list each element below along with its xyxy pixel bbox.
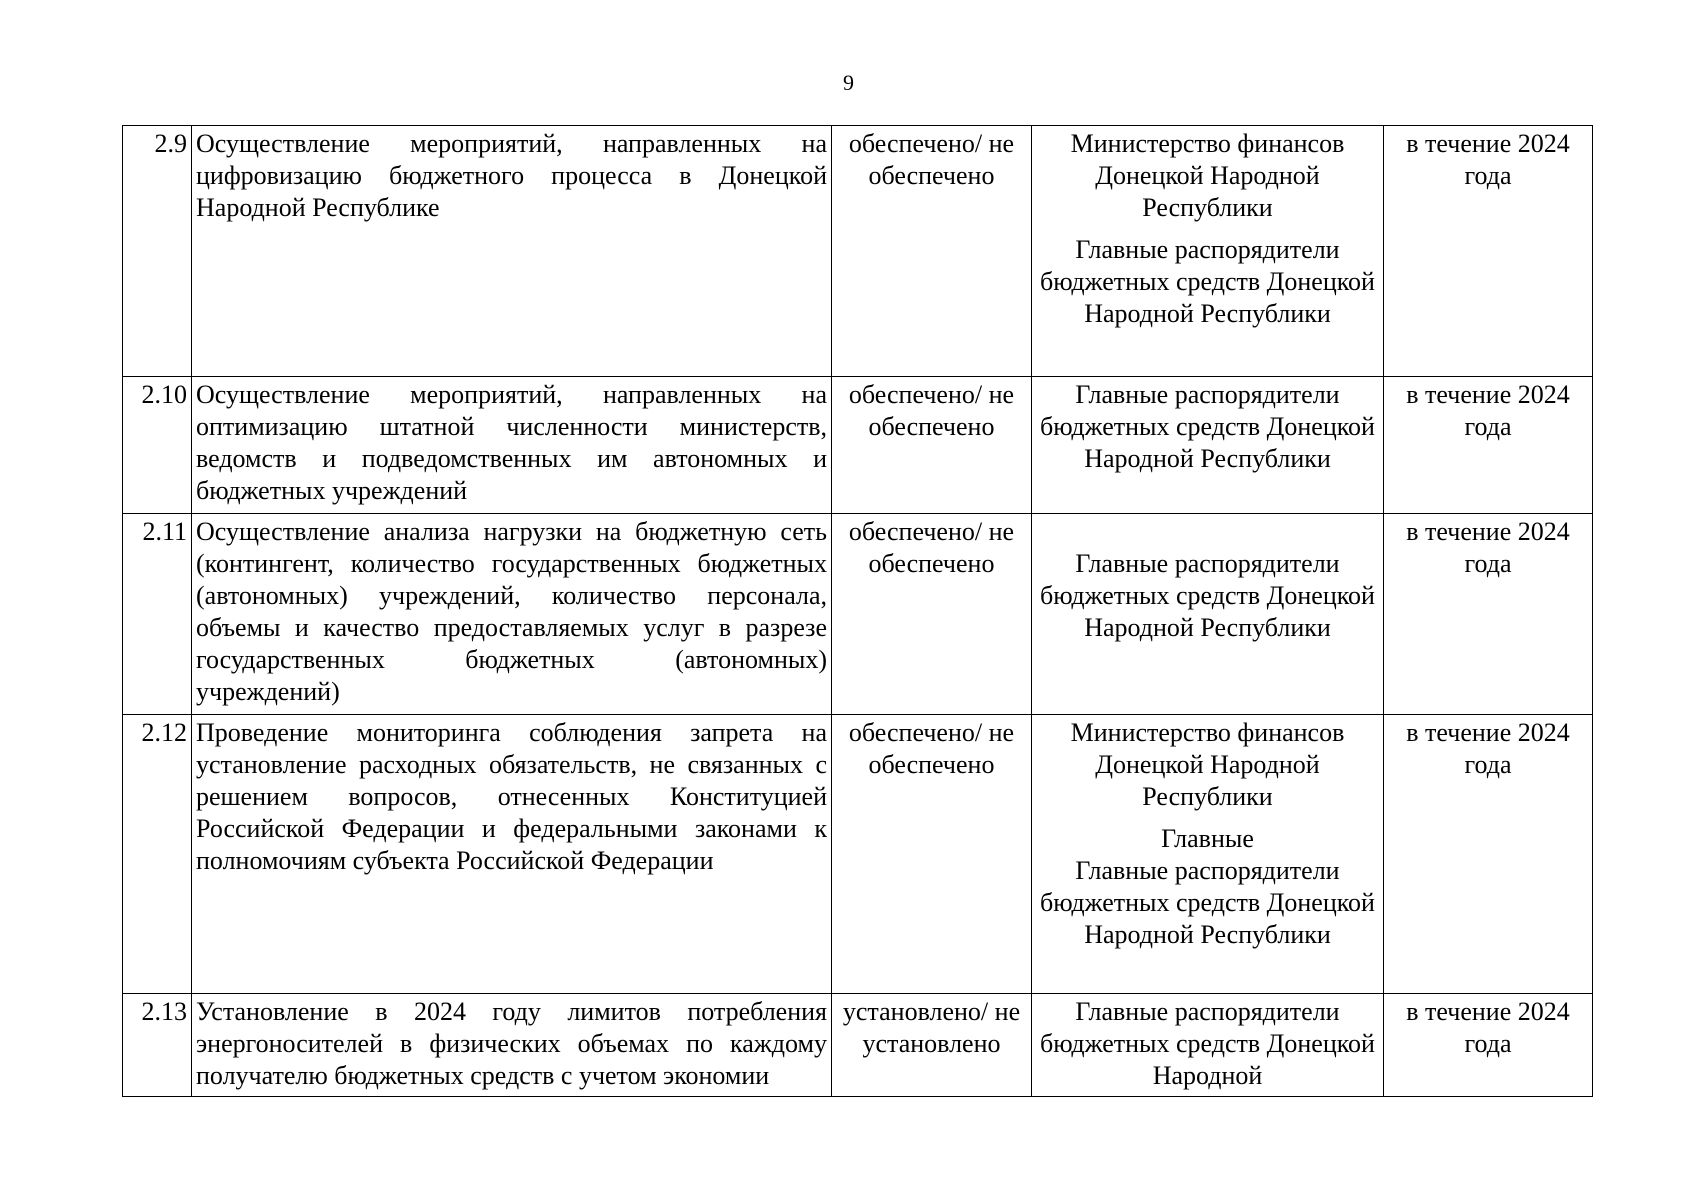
item-number: 2.9 xyxy=(123,126,192,377)
responsible-executor: Главные распорядители бюджетных средств Донецкой Народной Республики xyxy=(1040,856,1375,949)
completion-indicator: обеспечено/ не обеспечено xyxy=(832,377,1032,514)
execution-term: в течение 2024 года xyxy=(1384,514,1593,715)
responsible-executor: Главные распорядители бюджетных средств Донецкой Народной xyxy=(1040,997,1375,1090)
completion-indicator: обеспечено/ не обеспечено xyxy=(832,715,1032,994)
activity-description: Осуществление мероприятий, направленных на оптимизацию штатной численности министерств, ведомств и подведомственных им автономных и бюджетных учреждений xyxy=(192,377,832,514)
responsible-executors xyxy=(1032,514,1384,715)
item-number: 2.10 xyxy=(123,377,192,514)
blank-line xyxy=(1036,516,1379,548)
responsible-executors xyxy=(1032,715,1384,994)
responsible-executor: Министерство финансов Донецкой Народной Республики xyxy=(1070,129,1345,222)
activity-description: Осуществление анализа нагрузки на бюджетную сеть (контингент, количество государственных бюджетных (автономных) учреждений, количество персонала, объемы и качество предоставляемых услуг в разрезе государственных бюджетных (автономных) учреждений) xyxy=(192,514,832,715)
responsible-executor: Главные распорядители бюджетных средств Донецкой Народной Республики xyxy=(1040,549,1375,642)
execution-term: в течение 2024 года xyxy=(1384,994,1593,1097)
activity-description: Установление в 2024 году лимитов потребления энергоносителей в физических объемах по каждому получателю бюджетных средств с учетом экономии xyxy=(192,994,832,1097)
table-row xyxy=(123,715,1593,994)
page-number: 9 xyxy=(843,70,854,95)
activity-plan-table xyxy=(122,125,1593,1097)
completion-indicator: обеспечено/ не обеспечено xyxy=(832,126,1032,377)
item-number: 2.13 xyxy=(123,994,192,1097)
execution-term: в течение 2024 года xyxy=(1384,377,1593,514)
execution-term: в течение 2024 года xyxy=(1384,126,1593,377)
table-row xyxy=(123,994,1593,1097)
responsible-executor: Министерство финансов Донецкой Народной Республики xyxy=(1070,718,1345,811)
table-row xyxy=(123,126,1593,377)
execution-term: в течение 2024 года xyxy=(1384,715,1593,994)
table-row xyxy=(123,377,1593,514)
activity-description: Осуществление мероприятий, направленных на цифровизацию бюджетного процесса в Донецкой Народной Республике xyxy=(192,126,832,377)
item-number: 2.12 xyxy=(123,715,192,994)
responsible-executor: Главные xyxy=(1161,824,1254,853)
table-row xyxy=(123,514,1593,715)
responsible-executor: Главные распорядители бюджетных средств Донецкой Народной Республики xyxy=(1040,380,1375,473)
responsible-executors xyxy=(1032,126,1384,377)
completion-indicator: обеспечено/ не обеспечено xyxy=(832,514,1032,715)
responsible-executor: Главные распорядители бюджетных средств Донецкой Народной Республики xyxy=(1040,235,1375,328)
responsible-executors xyxy=(1032,377,1384,514)
activity-description: Проведение мониторинга соблюдения запрета на установление расходных обязательств, не связанных с решением вопросов, отнесенных Конституцией Российской Федерации и федеральными законами к полномочиям субъекта Российской Федерации xyxy=(192,715,832,994)
completion-indicator: установлено/ не установлено xyxy=(832,994,1032,1097)
responsible-executors xyxy=(1032,994,1384,1097)
item-number: 2.11 xyxy=(123,514,192,715)
